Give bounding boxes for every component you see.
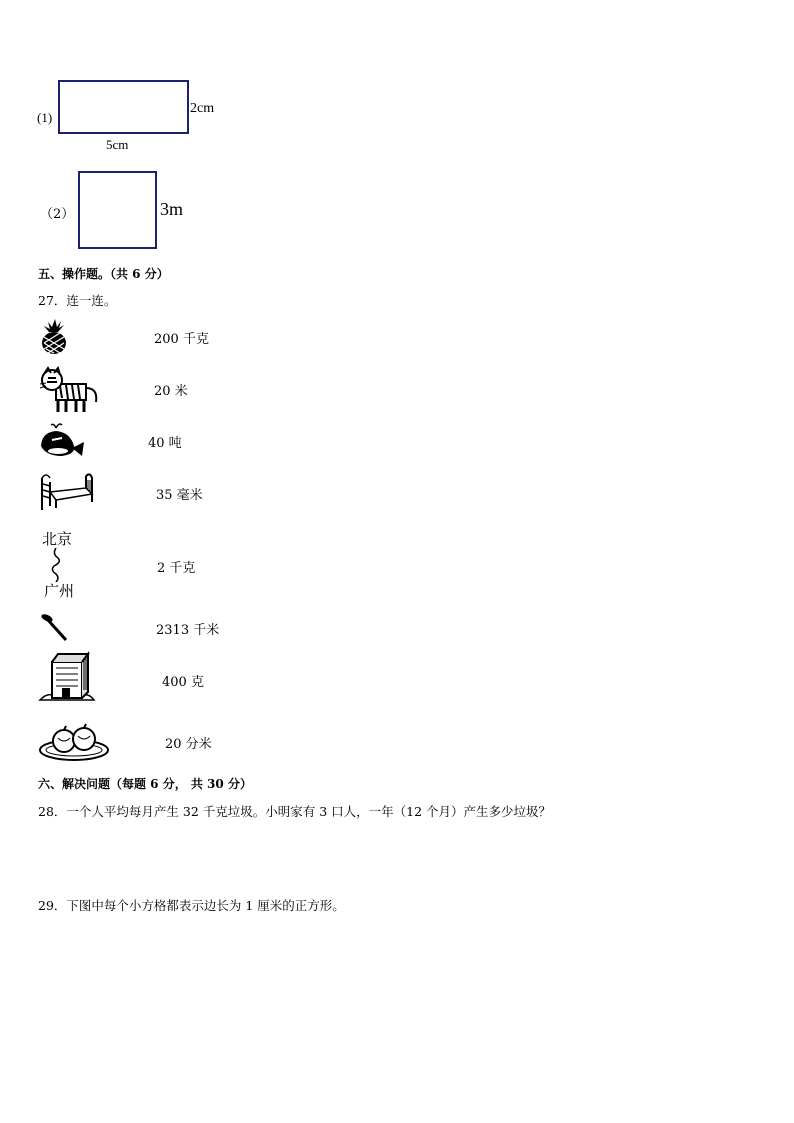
section5-heading: 五、操作题。（共 6 分） (38, 267, 169, 281)
square-shape-2 (78, 171, 157, 249)
map-top-city: 北京 (42, 530, 73, 548)
item-label-4: 35 毫米 (156, 488, 203, 503)
shape1-index: (1) (37, 110, 53, 125)
map-bottom-city: 广州 (44, 582, 75, 600)
item-label-5: 2 千克 (157, 561, 196, 576)
question-29: 29．下图中每个小方格都表示边长为 1 厘米的正方形。 (38, 898, 345, 913)
shape2-index: （2） (40, 207, 75, 222)
shape1-bottom-label: 5cm (106, 137, 129, 152)
map-route-icon (44, 548, 68, 582)
building-icon (38, 650, 96, 704)
bed-icon (38, 468, 94, 512)
question-27: 27．连一连。 (38, 293, 117, 308)
item-label-8: 20 分米 (165, 737, 212, 752)
whale-icon (38, 422, 86, 460)
fruit-plate-icon (38, 722, 110, 762)
section6-heading: 六、解决问题（每题 6 分， 共 30 分） (38, 777, 252, 791)
item-label-7: 400 克 (162, 675, 204, 690)
shape2-side-label: 3m (160, 199, 184, 219)
rectangle-shape-1 (58, 80, 189, 134)
item-label-6: 2313 千米 (156, 623, 220, 638)
item-label-2: 20 米 (154, 384, 188, 399)
nail-icon (40, 612, 70, 642)
pineapple-icon (38, 317, 72, 355)
shape1-side-label: 2cm (190, 101, 215, 116)
tiger-icon (38, 366, 102, 414)
item-label-3: 40 吨 (148, 436, 182, 451)
item-label-1: 200 千克 (154, 332, 209, 347)
question-28: 28．一个人平均每月产生 32 千克垃圾。小明家有 3 口人，一年（12 个月）产生多少垃圾？ (38, 804, 552, 819)
